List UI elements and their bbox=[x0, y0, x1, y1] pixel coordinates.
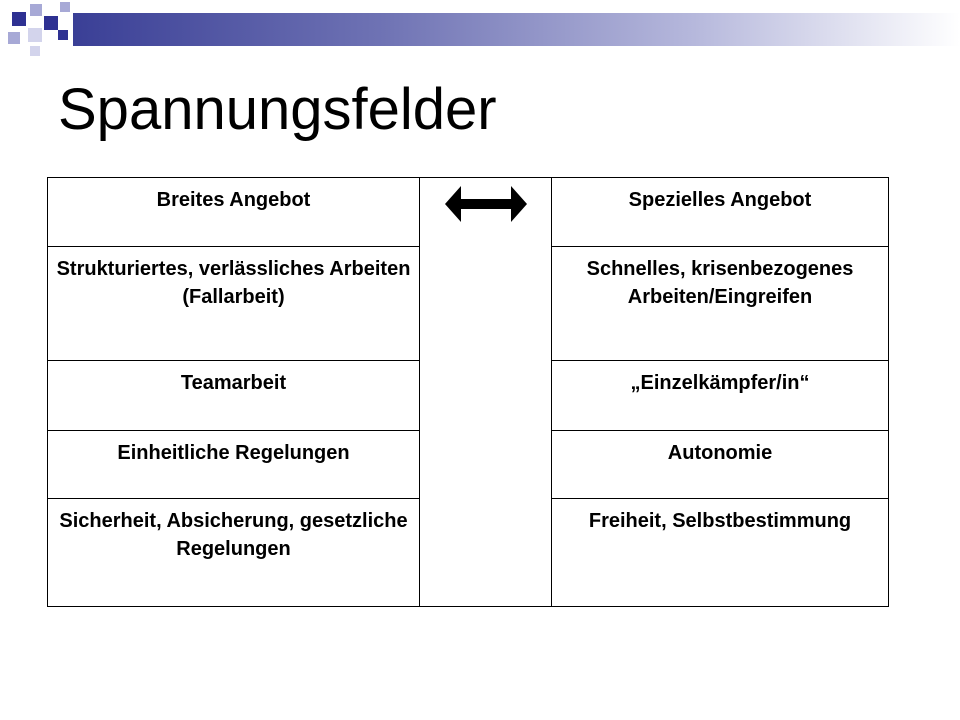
header-bar bbox=[73, 13, 960, 46]
decor-square bbox=[30, 46, 40, 56]
left-cell: Strukturiertes, verlässliches Arbeiten (Fallarbeit) bbox=[48, 247, 420, 361]
left-cell: Teamarbeit bbox=[48, 361, 420, 431]
right-cell: „Einzelkämpfer/in“ bbox=[552, 361, 889, 431]
decor-square bbox=[12, 12, 26, 26]
decor-square bbox=[44, 16, 58, 30]
decor-square bbox=[58, 30, 68, 40]
left-cell: Einheitliche Regelungen bbox=[48, 431, 420, 499]
double-arrow-icon bbox=[445, 186, 527, 222]
decor-square bbox=[60, 2, 70, 12]
page-title: Spannungsfelder bbox=[58, 77, 497, 142]
decor-square bbox=[28, 28, 42, 42]
table-row bbox=[48, 178, 889, 247]
right-cell: Schnelles, krisenbezogenes Arbeiten/Eingreifen bbox=[552, 247, 889, 361]
center-cell bbox=[420, 178, 552, 607]
decor-square bbox=[30, 4, 42, 16]
right-cell: Freiheit, Selbstbestimmung bbox=[552, 499, 889, 607]
left-cell: Breites Angebot bbox=[48, 178, 420, 247]
decor-square bbox=[8, 32, 20, 44]
comparison-table bbox=[47, 177, 889, 607]
right-cell: Autonomie bbox=[552, 431, 889, 499]
right-cell: Spezielles Angebot bbox=[552, 178, 889, 247]
left-cell: Sicherheit, Absicherung, gesetzliche Regelungen bbox=[48, 499, 420, 607]
